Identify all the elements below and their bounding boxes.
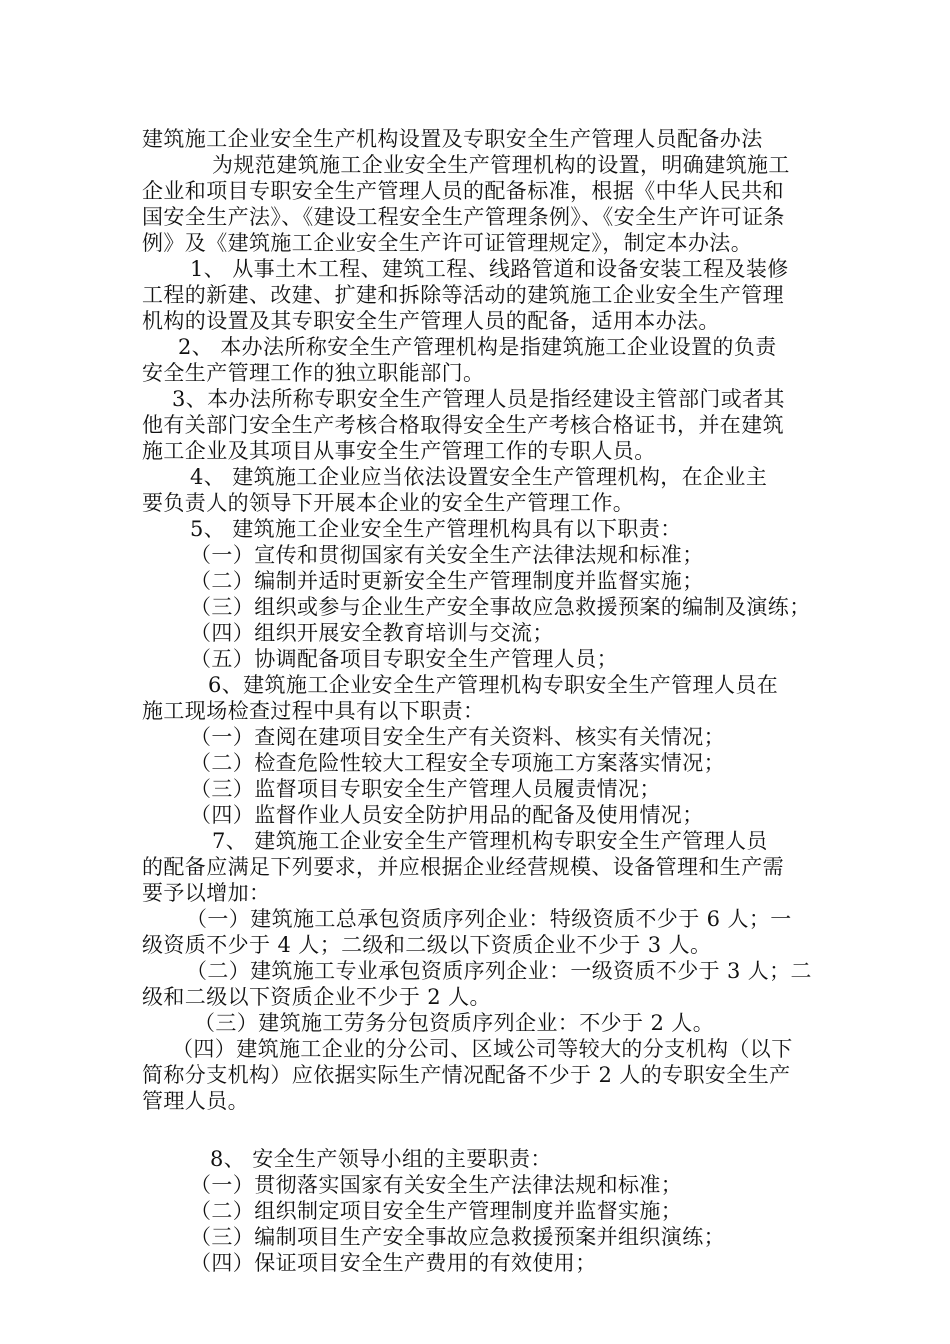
paragraph-line: 1、 从事土木工程、建筑工程、线路管道和设备安装工程及装修: [190, 257, 789, 281]
list-item: （四）组织开展安全教育培训与交流；: [190, 621, 554, 645]
document-title: 建筑施工企业安全生产机构设置及专职安全生产管理人员配备办法: [142, 127, 763, 151]
list-item: （三）建筑施工劳务分包资质序列企业：不少于 2 人。: [194, 1011, 715, 1035]
paragraph-line: 国安全生产法》、《建设工程安全生产管理条例》、《安全生产许可证条: [142, 205, 785, 229]
paragraph-line: 管理人员。: [142, 1089, 249, 1113]
paragraph-line: 2、 本办法所称安全生产管理机构是指建筑施工企业设置的负责: [178, 335, 777, 359]
paragraph-line: 级和二级以下资质企业不少于 2 人。: [142, 985, 491, 1009]
paragraph-line: 6、建筑施工企业安全生产管理机构专职安全生产管理人员在: [208, 673, 779, 697]
paragraph-line: 他有关部门安全生产考核合格取得安全生产考核合格证书，并在建筑: [142, 413, 784, 437]
paragraph-line: 施工企业及其项目从事安全生产管理工作的专职人员。: [142, 439, 656, 463]
list-item: （三）组织或参与企业生产安全事故应急救援预案的编制及演练；: [190, 595, 811, 619]
paragraph-line: 级资质不少于 4 人；二级和二级以下资质企业不少于 3 人。: [142, 933, 712, 957]
paragraph-line: 7、 建筑施工企业安全生产管理机构专职安全生产管理人员: [212, 829, 768, 853]
paragraph-line: 安全生产管理工作的独立职能部门。: [142, 361, 485, 385]
list-item: （一）查阅在建项目安全生产有关资料、核实有关情况；: [190, 725, 725, 749]
list-item: （五）协调配备项目专职安全生产管理人员；: [190, 647, 618, 671]
list-item: （二）组织制定项目安全生产管理制度并监督实施；: [190, 1199, 683, 1223]
list-item: （三）编制项目生产安全事故应急救援预案并组织演练；: [190, 1225, 725, 1249]
list-item: （四）保证项目安全生产费用的有效使用；: [190, 1251, 597, 1275]
paragraph-line: 要予以增加：: [142, 881, 271, 905]
paragraph-line: 要负责人的领导下开展本企业的安全生产管理工作。: [142, 491, 635, 515]
paragraph-line: 5、 建筑施工企业安全生产管理机构具有以下职责：: [190, 517, 682, 541]
paragraph-line: 8、 安全生产领导小组的主要职责：: [210, 1147, 552, 1171]
paragraph-line: 简称分支机构）应依据实际生产情况配备不少于 2 人的专职安全生产: [142, 1063, 791, 1087]
list-item: （一）建筑施工总承包资质序列企业：特级资质不少于 6 人；一: [186, 907, 792, 931]
list-item: （二）建筑施工专业承包资质序列企业：一级资质不少于 3 人；二: [186, 959, 812, 983]
paragraph-line: 例》及《建筑施工企业安全生产许可证管理规定》，制定本办法。: [142, 231, 753, 255]
paragraph-line: 4、 建筑施工企业应当依法设置安全生产管理机构，在企业主: [190, 465, 768, 489]
list-item: （二）编制并适时更新安全生产管理制度并监督实施；: [190, 569, 704, 593]
list-item: （四）建筑施工企业的分公司、区域公司等较大的分支机构（以下: [172, 1037, 793, 1061]
list-item: （一）宣传和贯彻国家有关安全生产法律法规和标准；: [190, 543, 704, 567]
list-item: （四）监督作业人员安全防护用品的配备及使用情况；: [190, 803, 704, 827]
list-item: （二）检查危险性较大工程安全专项施工方案落实情况；: [190, 751, 725, 775]
paragraph-line: 的配备应满足下列要求，并应根据企业经营规模、设备管理和生产需: [142, 855, 784, 879]
paragraph-line: 施工现场检查过程中具有以下职责：: [142, 699, 485, 723]
paragraph-line: 机构的设置及其专职安全生产管理人员的配备，适用本办法。: [142, 309, 720, 333]
paragraph-line: 企业和项目专职安全生产管理人员的配备标准，根据《中华人民共和: [142, 179, 784, 203]
paragraph-line: 为规范建筑施工企业安全生产管理机构的设置，明确建筑施工: [212, 153, 790, 177]
paragraph-line: 工程的新建、改建、扩建和拆除等活动的建筑施工企业安全生产管理: [142, 283, 784, 307]
list-item: （一）贯彻落实国家有关安全生产法律法规和标准；: [190, 1173, 683, 1197]
paragraph-line: 3、本办法所称专职安全生产管理人员是指经建设主管部门或者其: [172, 387, 785, 411]
list-item: （三）监督项目专职安全生产管理人员履责情况；: [190, 777, 661, 801]
